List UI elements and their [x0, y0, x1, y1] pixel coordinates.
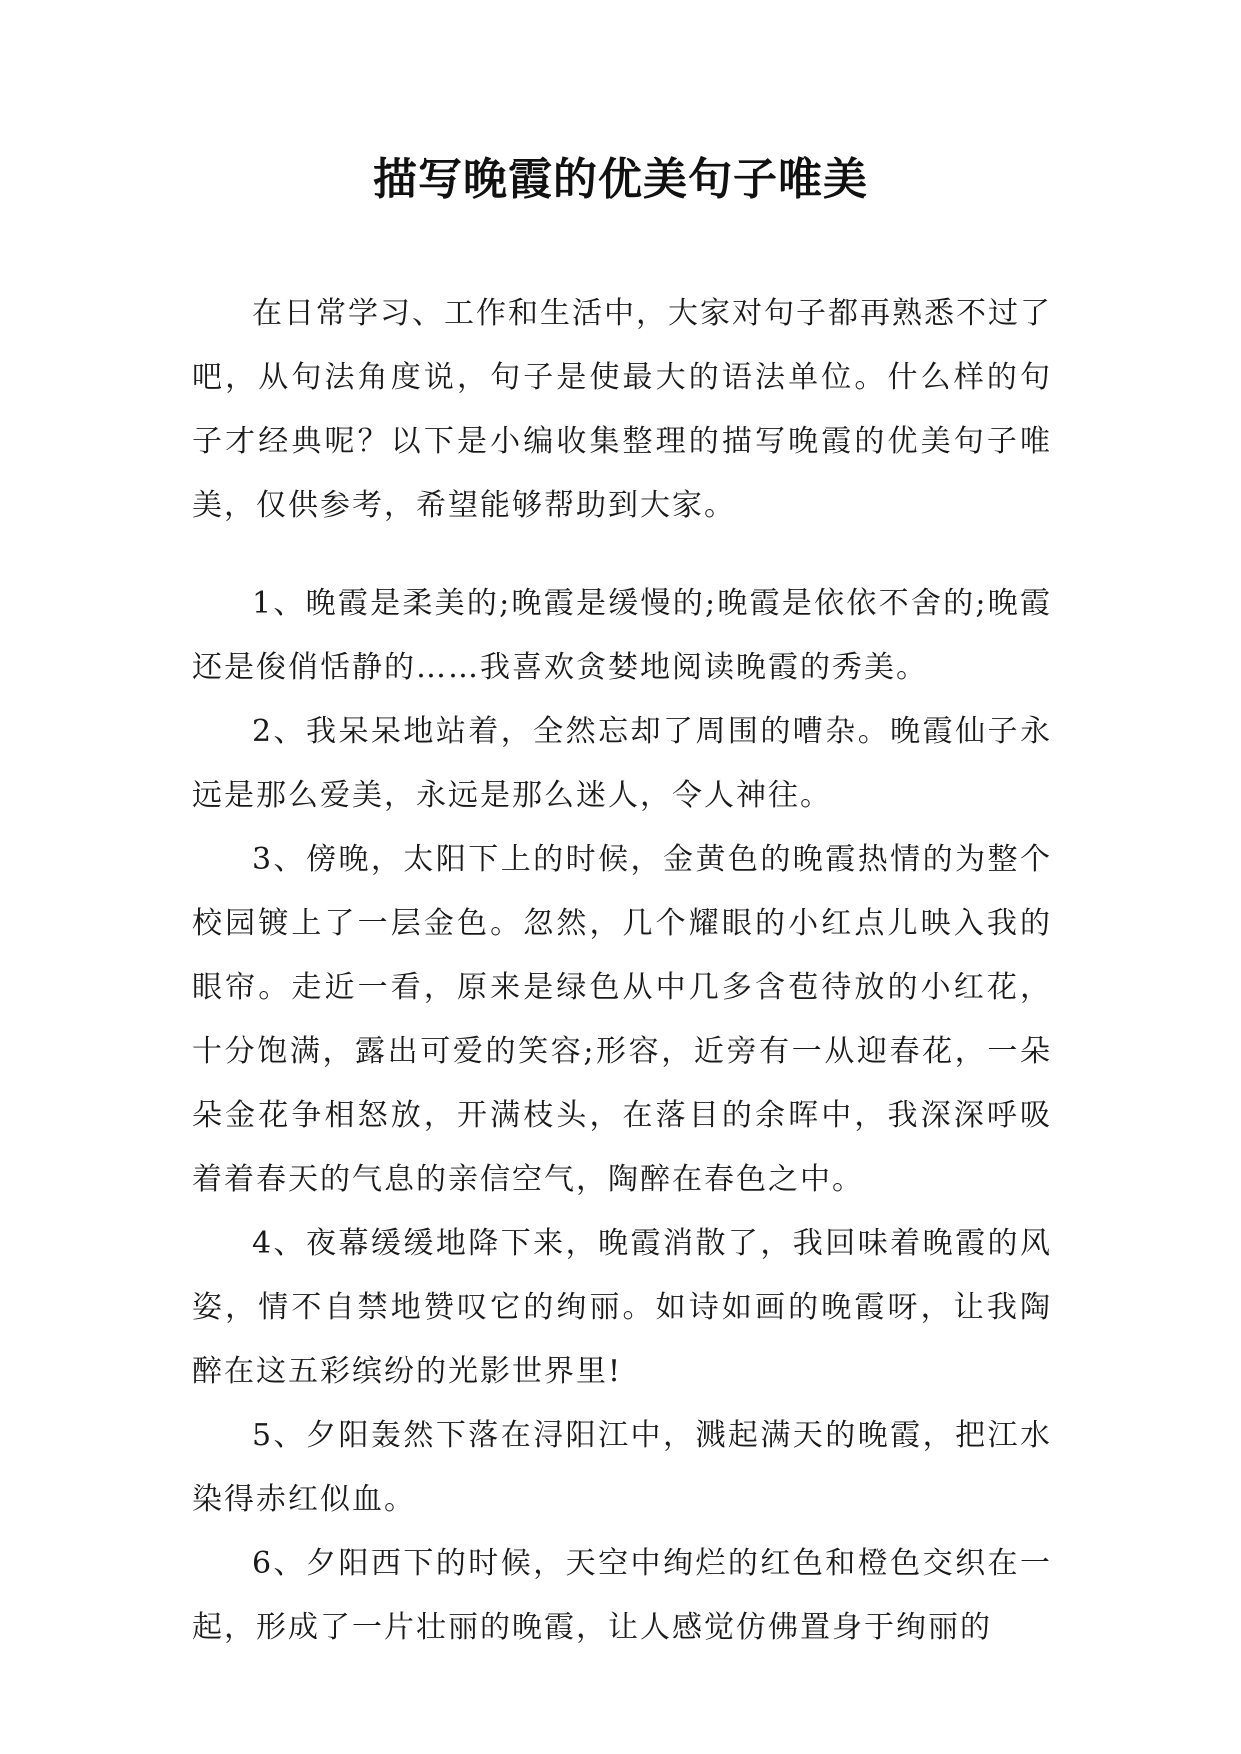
sentence-paragraph-1: 1、晚霞是柔美的;晚霞是缓慢的;晚霞是依依不舍的;晚霞还是俊俏恬静的……我喜欢贪婪地阅读晚霞的秀美。	[192, 586, 1052, 685]
sentence-paragraph-3: 3、傍晚，太阳下上的时候，金黄色的晚霞热情的为整个校园镀上了一层金色。忽然，几个耀眼的小红点儿映入我的眼帘。走近一看，原来是绿色从中几多含苞待放的小红花，十分饱满，露出可爱的笑容;形容，近旁有一从迎春花，一朵朵金花争相怒放，开满枝头，在落目的余晖中，我深深呼吸着着春天的气息的亲信空气，陶醉在春色之中。	[192, 842, 1052, 1197]
document-title: 描写晚霞的优美句子唯美	[373, 154, 868, 205]
sentence-paragraph-6: 6、夕阳西下的时候，天空中绚烂的红色和橙色交织在一起，形成了一片壮丽的晚霞，让人感觉仿佛置身于绚丽的	[192, 1546, 1052, 1645]
intro-paragraph: 在日常学习、工作和生活中，大家对句子都再熟悉不过了吧，从句法角度说，句子是使最大的语法单位。什么样的句子才经典呢？以下是小编收集整理的描写晚霞的优美句子唯美，仅供参考，希望能够帮助到大家。	[192, 296, 1052, 523]
sentence-paragraph-4: 4、夜幕缓缓地降下来，晚霞消散了，我回味着晚霞的风姿，情不自禁地赞叹它的绚丽。如诗如画的晚霞呀，让我陶醉在这五彩缤纷的光影世界里!	[192, 1226, 1052, 1389]
sentence-list	[192, 572, 1052, 1660]
sentence-paragraph-5: 5、夕阳轰然下落在浔阳江中，溅起满天的晚霞，把江水染得赤红似血。	[192, 1418, 1052, 1517]
sentence-paragraph-2: 2、我呆呆地站着，全然忘却了周围的嘈杂。晚霞仙子永远是那么爱美，永远是那么迷人，令人神往。	[192, 714, 1052, 813]
intro-section	[192, 282, 1052, 538]
